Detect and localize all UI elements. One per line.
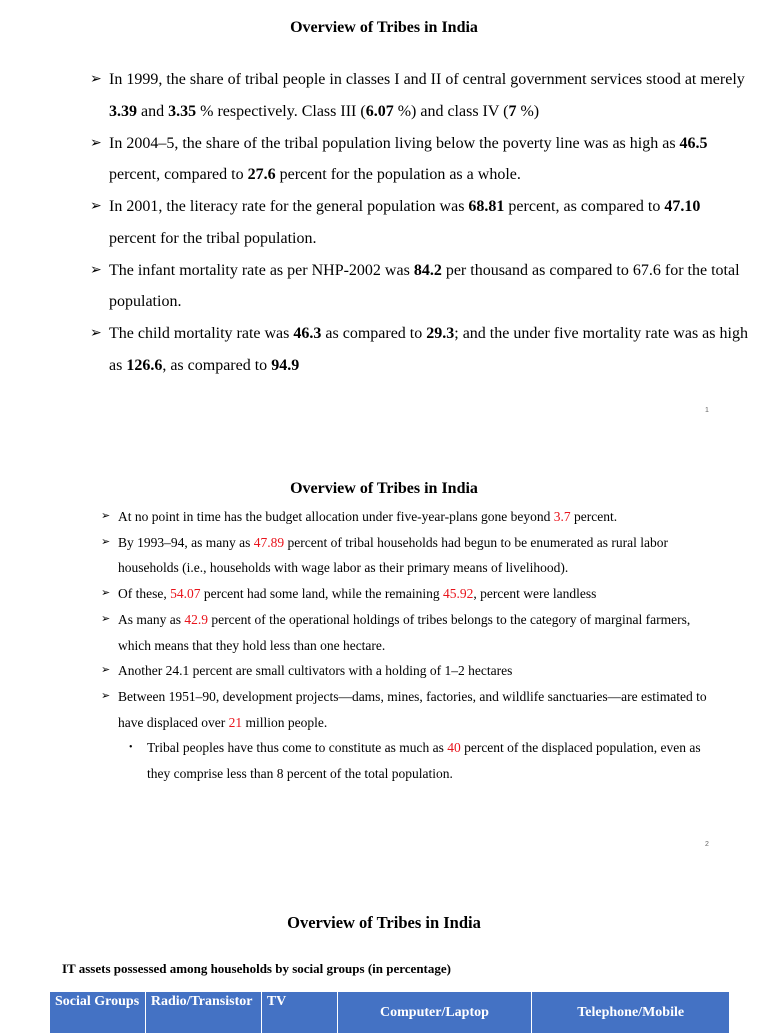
arrow-bullet-icon: ➢ <box>90 199 102 214</box>
slide-3 <box>0 865 768 1024</box>
arrow-bullet-icon: ➢ <box>90 72 102 87</box>
it-assets-table <box>49 991 730 1034</box>
bullet-text: As many as 42.9 percent of the operational holdings of tribes belongs to the category of marginal farmers, which means that they hold less than one hectare. <box>118 611 691 653</box>
bullet-item <box>90 318 750 381</box>
bold-figure: 47.10 <box>664 198 701 215</box>
highlighted-figure: 3.7 <box>553 509 571 524</box>
highlighted-figure: 47.89 <box>253 534 285 550</box>
bullet-text: Between 1951–90, development projects—dams, mines, factories, and wildlife sanctuaries—are estimated to have displaced over 21 million people. <box>118 688 707 730</box>
bullet-item <box>101 607 721 658</box>
bullet-item <box>101 658 721 684</box>
bullet-text: Of these, 54.07 percent had some land, while the remaining 45.92, percent were landless <box>118 586 597 602</box>
arrow-bullet-icon: ➢ <box>90 262 102 278</box>
bullet-item <box>90 191 750 254</box>
bold-figure: 3.39 <box>109 102 137 120</box>
arrow-bullet-icon: ➢ <box>101 612 111 625</box>
bold-figure: 27.6 <box>247 166 276 183</box>
arrow-bullet-icon: ➢ <box>90 135 102 151</box>
page-number: 1 <box>705 407 709 414</box>
bullet-item <box>101 684 721 735</box>
header-tv: TV <box>261 992 337 1034</box>
dot-bullet-icon: • <box>129 742 133 754</box>
sub-bullet-item <box>101 735 721 786</box>
slide-title: Overview of Tribes in India <box>290 480 478 497</box>
table-header-row <box>50 992 730 1034</box>
bullet-text: In 2004–5, the share of the tribal population living below the poverty line was as high as 46.5 percent, compared to 27.6 percent for the population as a whole. <box>109 134 708 183</box>
arrow-bullet-icon: ➢ <box>101 510 111 522</box>
bullet-text: Tribal peoples have thus come to constitute as much as 40 percent of the displaced population, even as they comprise less than 8 percent of the total population. <box>147 740 701 782</box>
highlighted-figure: 54.07 <box>170 586 201 602</box>
bullet-item <box>90 64 750 127</box>
bold-figure: 6.07 <box>365 102 394 120</box>
table-caption: IT assets possessed among households by social groups (in percentage) <box>62 961 451 976</box>
bullet-item <box>101 530 721 581</box>
arrow-bullet-icon: ➢ <box>101 587 111 600</box>
header-radio-transistor: Radio/Transistor <box>145 992 261 1034</box>
bold-figure: 3.35 <box>168 102 197 120</box>
bullet-text: In 2001, the literacy rate for the general population was 68.81 percent, as compared to 47.10 percent for the tribal population. <box>109 198 701 247</box>
bullet-list <box>90 64 750 382</box>
bullet-item <box>101 581 721 607</box>
bold-figure: 46.5 <box>679 134 708 152</box>
slide-title: Overview of Tribes in India <box>287 913 481 932</box>
arrow-bullet-icon: ➢ <box>90 326 102 341</box>
arrow-bullet-icon: ➢ <box>101 664 111 677</box>
bullet-list <box>101 504 721 787</box>
highlighted-figure: 40 <box>447 740 461 756</box>
slide-title: Overview of Tribes in India <box>290 19 478 36</box>
bullet-text: Another 24.1 percent are small cultivators with a holding of 1–2 hectares <box>118 663 513 679</box>
page-number: 2 <box>705 841 709 848</box>
header-telephone-mobile: Telephone/Mobile <box>532 992 730 1034</box>
bold-figure: 126.6 <box>126 356 163 374</box>
slide-1 <box>0 0 768 430</box>
bullet-item <box>90 128 750 191</box>
bold-figure: 94.9 <box>271 356 300 374</box>
bold-figure: 29.3 <box>426 325 455 342</box>
bullet-text: By 1993–94, as many as 47.89 percent of tribal households had begun to be enumerated as rural labor households (i.e., households with wage labor as their primary means of livelihood). <box>118 534 668 576</box>
slide-2 <box>0 430 768 865</box>
highlighted-figure: 21 <box>228 714 243 730</box>
arrow-bullet-icon: ➢ <box>101 535 111 548</box>
bold-figure: 7 <box>508 102 517 120</box>
arrow-bullet-icon: ➢ <box>101 689 111 702</box>
highlighted-figure: 45.92 <box>443 586 474 602</box>
header-social-groups: Social Groups <box>50 992 146 1034</box>
bullet-item <box>101 504 721 530</box>
header-computer-laptop: Computer/Laptop <box>337 992 532 1034</box>
bold-figure: 68.81 <box>468 198 505 215</box>
bullet-item <box>90 255 750 318</box>
bold-figure: 84.2 <box>413 261 442 279</box>
bullet-text: The child mortality rate was 46.3 as compared to 29.3; and the under five mortality rate was as high as 126.6, as compared to 94.9 <box>109 325 748 374</box>
bullet-text: The infant mortality rate as per NHP-2002 was 84.2 per thousand as compared to 67.6 for the total population. <box>109 261 740 310</box>
bullet-text: In 1999, the share of tribal people in classes I and II of central government services stood at merely 3.39 and 3.35 % respectively. Class III (6.07 %) and class IV (7 %) <box>109 71 745 120</box>
bold-figure: 46.3 <box>293 325 322 342</box>
highlighted-figure: 42.9 <box>184 611 208 627</box>
bullet-text: At no point in time has the budget allocation under five-year-plans gone beyond 3.7 percent. <box>118 509 618 524</box>
